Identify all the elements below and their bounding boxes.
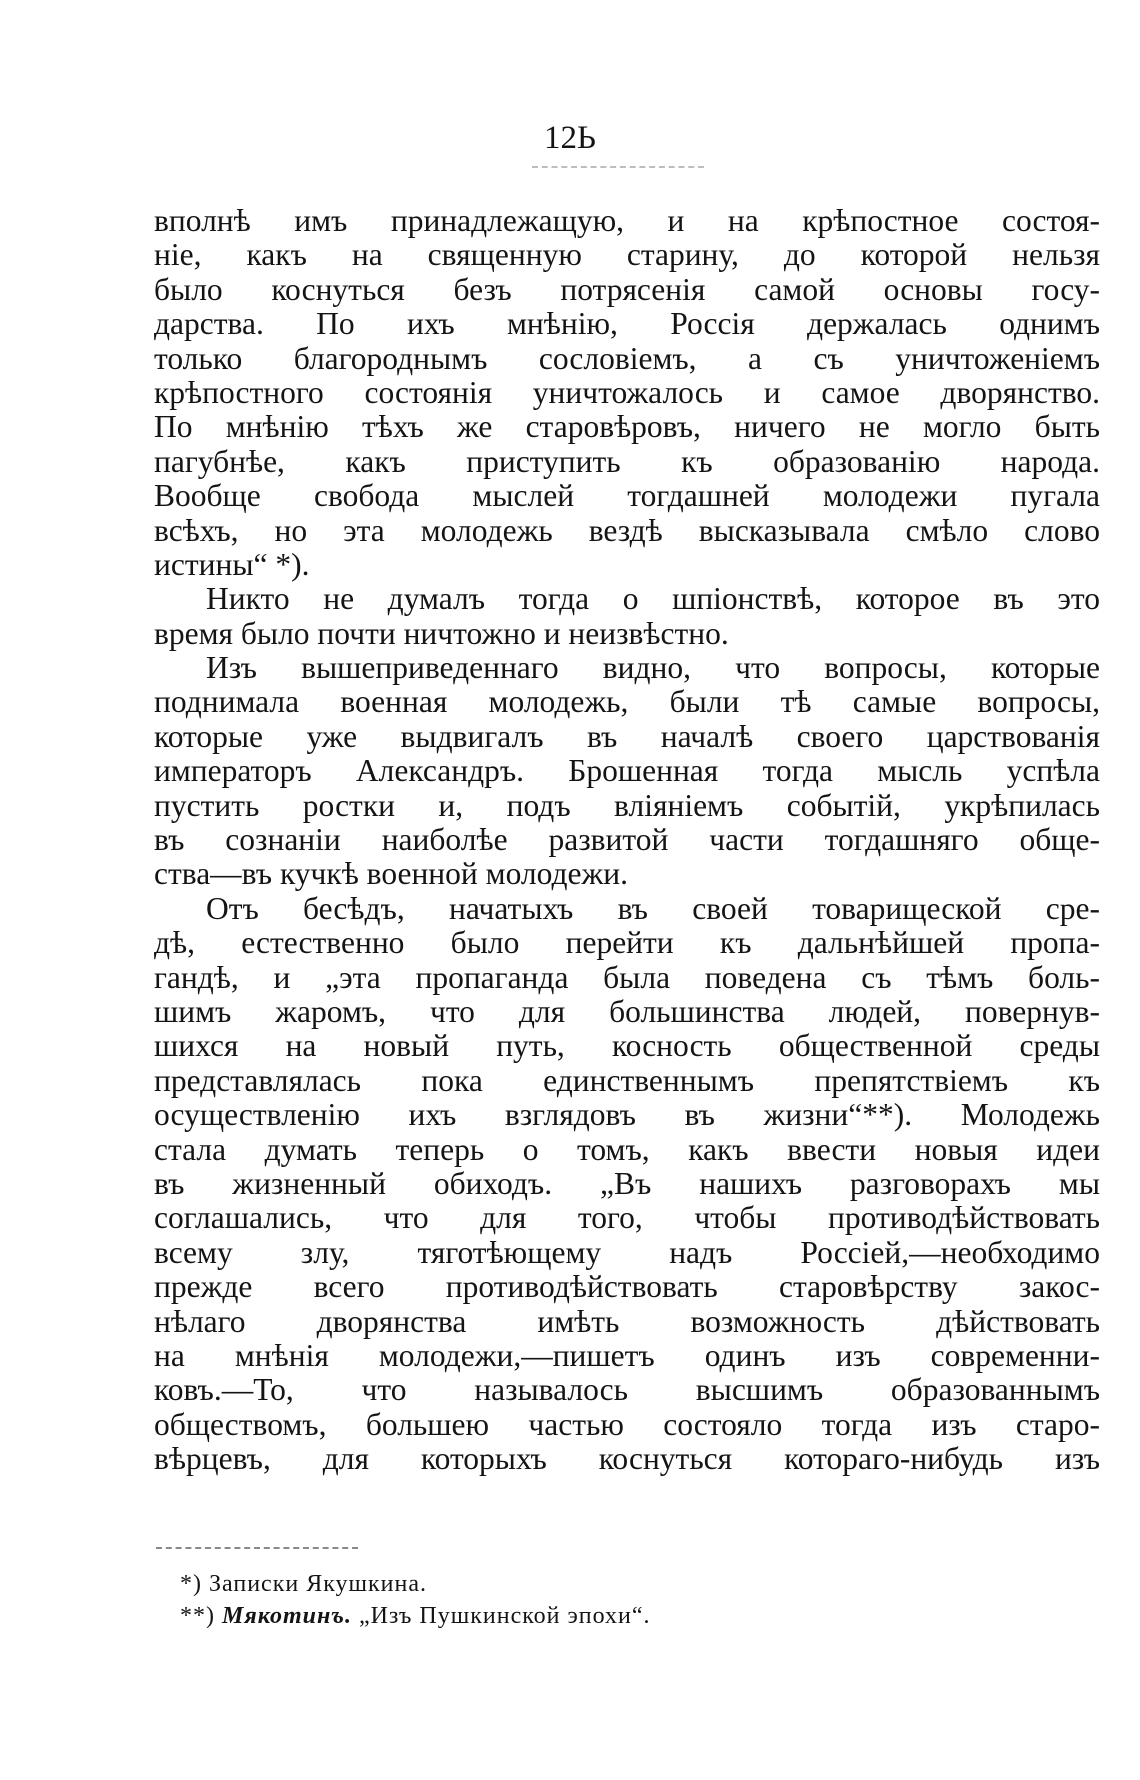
text-line: было коснуться безъ потрясенія самой основы госу- [154,272,1100,307]
text-line: вѣрцевъ, для которыхъ коснуться котораго-нибудь изъ [154,1442,1100,1477]
text-line: пустить ростки и, подъ вліяніемъ событій, укрѣпилась [154,788,1100,823]
page-number: 12Ь [544,120,596,156]
footnote-marker: *) [180,1571,202,1597]
text-line: время было почти ничтожно и неизвѣстно. [154,616,729,651]
text-line: крѣпостного состоянія уничтожалось и самое дворянство. [154,375,1100,410]
text-line: представлялась пока единственнымъ препятствіемъ къ [154,1063,1100,1098]
text-line: всѣхъ, но эта молодежь вездѣ высказывала смѣло слово [154,513,1100,548]
footnote-divider [156,1547,358,1549]
text-line: только благороднымъ сословіемъ, а съ уничтоженіемъ [154,341,1100,376]
text-line: По мнѣнію тѣхъ же старовѣровъ, ничего не могло быть [154,410,1100,445]
body-text [154,204,1100,1476]
text-line: поднимала военная молодежь, были тѣ самые вопросы, [154,685,1100,720]
paragraph-start-line: Отъ бесѣдъ, начатыхъ въ своей товарищеской сре- [206,891,1100,926]
header-divider [532,166,704,168]
footnote [180,1600,1080,1632]
footnote [180,1568,1080,1600]
text-line: осуществленію ихъ взглядовъ въ жизни“**). Молодежь [154,1098,1100,1133]
text-line: на мнѣнія молодежи,—пишетъ одинъ изъ современни- [154,1338,1100,1373]
paragraph-start-line: Изъ вышеприведеннаго видно, что вопросы, которые [206,651,1100,686]
text-line: ніе, какъ на священную старину, до которой нельзя [154,238,1100,273]
text-line: гандѣ, и „эта пропаганда была поведена съ тѣмъ боль- [154,960,1100,995]
text-line: ковъ.—То, что называлось высшимъ образованнымъ [154,1373,1100,1408]
text-line: прежде всего противодѣйствовать старовѣрству закос- [154,1270,1100,1305]
text-line: нѣлаго дворянства имѣть возможность дѣйствовать [154,1304,1100,1339]
footnote-text: Записки Якушкина. [209,1571,428,1597]
text-line: ства—въ кучкѣ военной молодежи. [154,857,628,892]
paragraph-start-line: Никто не думалъ тогда о шпіонствѣ, которое въ это [206,582,1100,617]
text-line: шимъ жаромъ, что для большинства людей, повернув- [154,994,1100,1029]
text-line: дарства. По ихъ мнѣнію, Россія держалась однимъ [154,307,1100,342]
footnote-marker: **) [180,1603,215,1629]
text-line: вполнѣ имъ принадлежащую, и на крѣпостное состоя- [154,204,1100,238]
text-line: шихся на новый путь, косность общественной среды [154,1029,1100,1064]
footnotes [180,1568,1080,1632]
text-line: истины“ *). [154,547,310,582]
text-line: всему злу, тяготѣющему надъ Россіей,—необходимо [154,1235,1100,1270]
text-line: дѣ, естественно было перейти къ дальнѣйшей пропа- [154,926,1100,961]
text-line: въ жизненный обиходъ. „Въ нашихъ разговорахъ мы [154,1166,1100,1201]
text-line: которые уже выдвигалъ въ началѣ своего царствованія [154,719,1100,754]
text-line: Вообще свобода мыслей тогдашней молодежи пугала [154,479,1100,514]
text-line: стала думать теперь о томъ, какъ ввести новыя идеи [154,1132,1100,1167]
text-line: обществомъ, большею частью состояло тогда изъ старо- [154,1407,1100,1442]
text-line: императоръ Александръ. Брошенная тогда мысль успѣла [154,754,1100,789]
text-line: пагубнѣе, какъ приступить къ образованію народа. [154,444,1100,479]
footnote-author: Мякотинъ. [222,1603,352,1629]
text-line: въ сознаніи наиболѣе развитой части тогдашняго обще- [154,823,1100,858]
text-line: соглашались, что для того, чтобы противодѣйствовать [154,1201,1100,1236]
footnote-text: „Изъ Пушкинской эпохи“. [358,1603,651,1629]
